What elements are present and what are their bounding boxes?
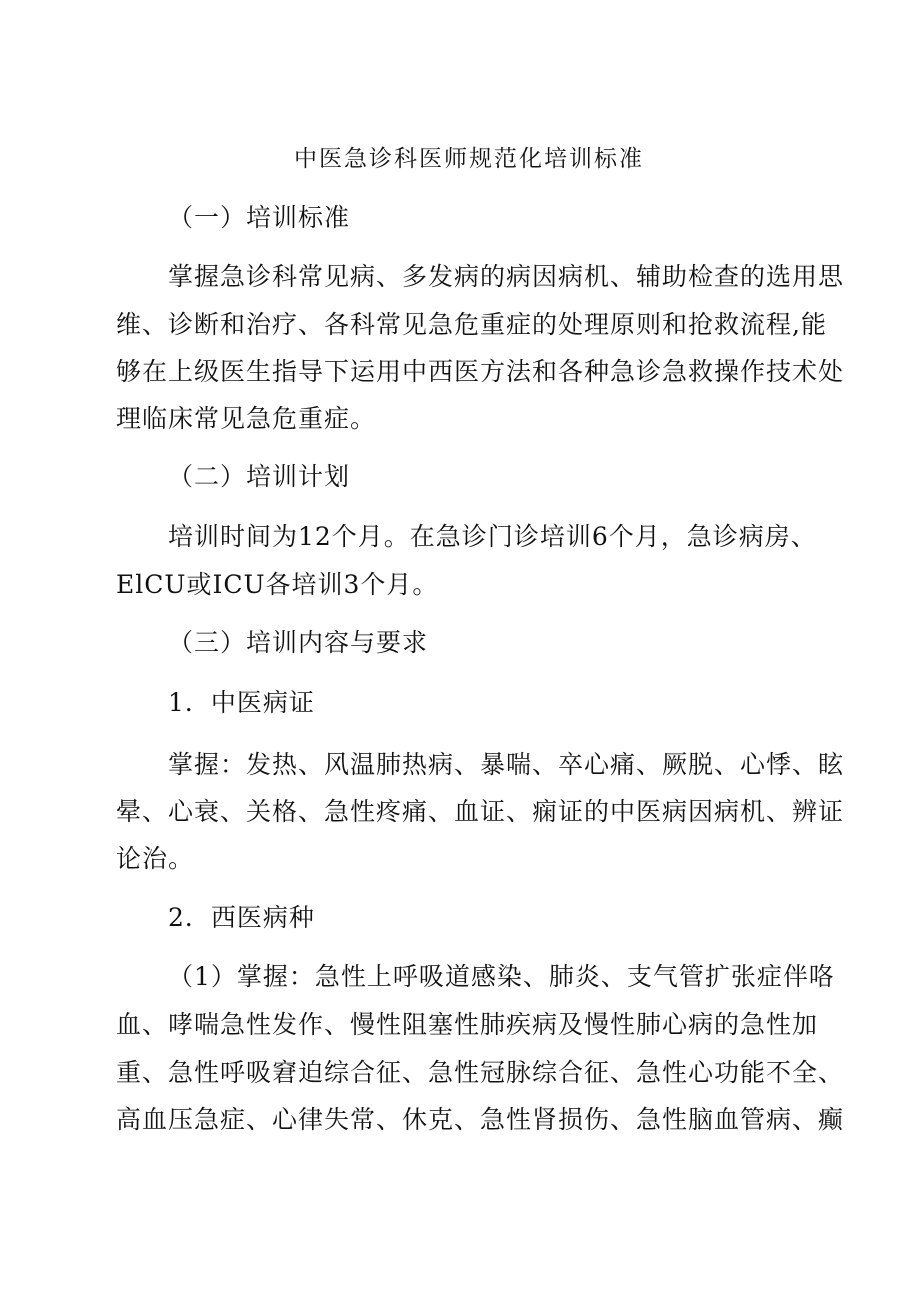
paragraph-line: 够在上级医生指导下运用中西医方法和各种急诊急救操作技术处 [116, 357, 845, 386]
paragraph-line: 重、急性呼吸窘迫综合征、急性冠脉综合征、急性心功能不全、 [116, 1058, 845, 1087]
section-heading-3: （三）培训内容与要求 [168, 628, 429, 657]
subsection-heading-2: 2．西医病种 [168, 903, 315, 932]
paragraph-line: 论治。 [116, 844, 195, 873]
paragraph-line: 高血压急症、心律失常、休克、急性肾损伤、急性脑血管病、癫 [116, 1105, 845, 1134]
paragraph-line: 理临床常见急危重症。 [116, 404, 377, 433]
paragraph-line: 血、哮喘急性发作、慢性阻塞性肺疾病及慢性肺心病的急性加 [116, 1010, 819, 1039]
document-title: 中医急诊科医师规范化培训标准 [294, 146, 644, 172]
paragraph-line: 维、诊断和治疗、各科常见急危重症的处理原则和抢救流程,能 [116, 310, 827, 339]
subsection-heading-1: 1．中医病证 [168, 688, 315, 717]
paragraph-line: 培训时间为12个月。在急诊门诊培训6个月，急诊病房、 [168, 522, 817, 551]
paragraph-line: （1）掌握：急性上呼吸道感染、肺炎、支气管扩张症伴咯 [168, 962, 835, 991]
section-heading-2: （二）培训计划 [168, 462, 351, 491]
section-heading-1: （一）培训标准 [168, 203, 351, 232]
paragraph-line: 掌握：发热、风温肺热病、暴喘、卒心痛、厥脱、心悸、眩 [168, 750, 845, 779]
paragraph-line: 晕、心衰、关格、急性疼痛、血证、痫证的中医病因病机、辨证 [116, 797, 845, 826]
paragraph-line: 掌握急诊科常见病、多发病的病因病机、辅助检查的选用思 [168, 262, 845, 291]
paragraph-line: ElCU或ICU各培训3个月。 [116, 570, 439, 599]
